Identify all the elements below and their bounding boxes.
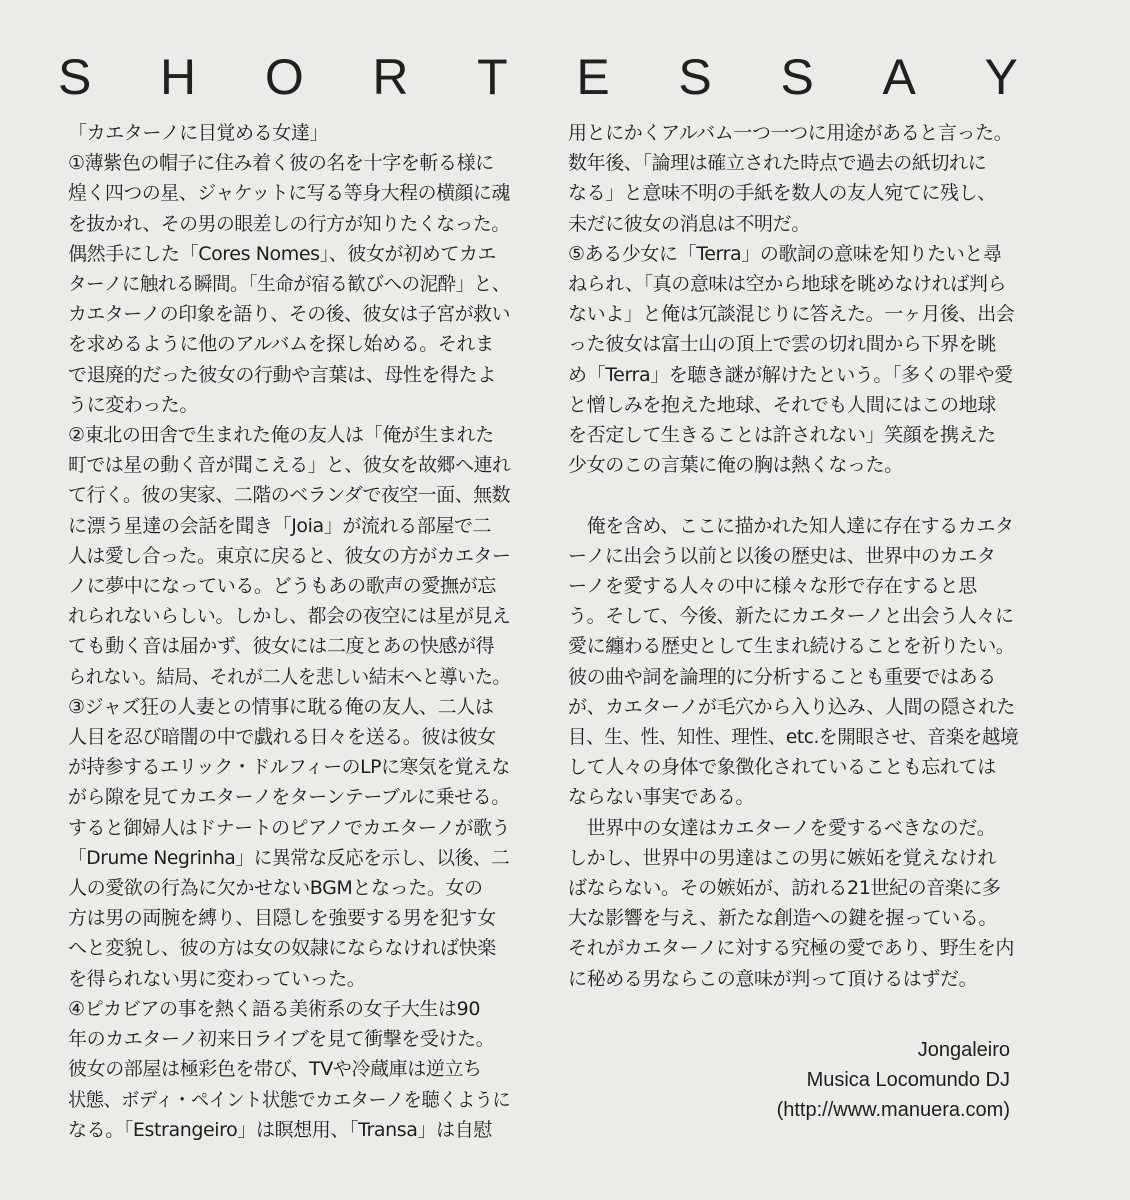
- text-line: 方は男の両腕を縛り、目隠しを強要する男を犯す女: [68, 907, 496, 930]
- text-line: ①薄紫色の帽子に住み着く彼の名を十字を斬る様に: [68, 152, 494, 175]
- text-line: ②東北の田舎で生まれた俺の友人は「俺が生まれた: [68, 424, 494, 447]
- text-line: なる」と意味不明の手紙を数人の友人宛てに残し、: [568, 182, 996, 205]
- signature-block: [777, 1035, 1010, 1125]
- title-letter: S: [58, 49, 92, 105]
- text-line: に秘める男ならこの意味が判って頂けるはずだ。: [568, 967, 978, 990]
- text-line: ノに夢中になっている。どうもあの歌声の愛撫が忘: [68, 575, 496, 598]
- text-line: に漂う星達の会話を聞き「Joia」が流れる部屋で二: [68, 514, 492, 537]
- text-line: それがカエターノに対する究極の愛であり、野生を内: [568, 937, 1015, 960]
- text-line: を否定して生きることは許されない」笑顔を携えた: [568, 424, 996, 447]
- text-line: 人は愛し合った。東京に戻ると、彼女の方がカエター: [68, 544, 511, 567]
- text-line: 少女のこの言葉に俺の胸は熱くなった。: [568, 454, 903, 477]
- text-line: 大な影響を与え、新たな創造への鍵を握っている。: [568, 907, 997, 930]
- text-line: 未だに彼女の消息は不明だ。: [568, 212, 810, 235]
- text-line: を求めるように他のアルバムを探し始める。それま: [68, 333, 494, 356]
- title-letter: S: [678, 49, 712, 105]
- text-line: 数年後、「論理は確立された時点で過去の紙切れに: [568, 152, 987, 175]
- essay-column-left: [68, 118, 510, 1145]
- text-line: め「Terra」を聴き謎が解けたという。「多くの罪や愛: [568, 363, 1013, 386]
- title-letter: R: [372, 49, 409, 105]
- text-line: で退廃的だった彼女の行動や言葉は、母性を得たよ: [68, 363, 496, 386]
- text-line: がら隙を見てカエターノをターンテーブルに乗せる。: [68, 786, 510, 809]
- text-line: 状態、ボディ・ペイント状態でカエターノを聴くように: [68, 1088, 511, 1111]
- text-line: 町では星の動く音が聞こえる」と、彼女を故郷へ連れ: [68, 454, 511, 477]
- text-line: すると御婦人はドナートのピアノでカエターノが歌う: [68, 816, 510, 839]
- text-line: して人々の身体で象徴化されていることも忘れては: [568, 756, 996, 779]
- text-line: を得られない男に変わっていった。: [68, 967, 366, 990]
- text-line: った彼女は富士山の頂上で雲の切れ間から下界を眺: [568, 333, 996, 356]
- text-line: 俺を含め、ここに描かれた知人達に存在するカエタ: [568, 514, 1014, 537]
- text-line: が持参するエリック・ドルフィーのLPに寒気を覚えな: [68, 756, 510, 779]
- text-line: 人の愛欲の行為に欠かせないBGMとなった。女の: [68, 877, 483, 900]
- text-line: ーノを愛する人々の中に様々な形で存在すると思: [568, 575, 977, 598]
- text-line: が、カエターノが毛穴から入り込み、人間の隠された: [568, 695, 1016, 718]
- signature-affiliation: Musica Locomundo DJ: [806, 1069, 1010, 1091]
- text-line: へと変貌し、彼の方は女の奴隷にならなければ快楽: [68, 937, 496, 960]
- title-letter: S: [780, 49, 814, 105]
- signature-name: Jongaleiro: [917, 1039, 1010, 1061]
- text-line: 彼の曲や詞を論理的に分析することも重要ではある: [568, 665, 996, 688]
- text-line: 用とにかくアルバム一つ一つに用途があると言った。: [568, 122, 1013, 144]
- text-line: ターノに触れる瞬間。「生命が宿る歓びへの泥酔」と、: [68, 273, 510, 296]
- text-line: ばならない。その嫉妬が、訪れる21世紀の音楽に多: [568, 877, 1001, 900]
- text-line: しかし、世界中の男達はこの男に嫉妬を覚えなけれ: [568, 846, 996, 869]
- text-line: ④ピカビアの事を熱く語る美術系の女子大生は90: [68, 997, 481, 1020]
- essay-title: [58, 49, 1018, 105]
- paragraph-gap: [568, 480, 1018, 510]
- text-line: 人目を忍び暗闇の中で戯れる日々を送る。彼は彼女: [68, 726, 496, 749]
- title-letter: Y: [984, 49, 1018, 105]
- text-line: を抜かれ、その男の眼差しの行方が知りたくなった。: [68, 212, 510, 235]
- text-line: 世界中の女達はカエターノを愛するべきなのだ。: [568, 816, 996, 839]
- text-line: カエターノの印象を語り、その後、彼女は子宮が救い: [68, 303, 511, 326]
- text-line: ても動く音は届かず、彼女には二度とあの快感が得: [68, 635, 495, 658]
- text-line: 愛に纏わる歴史として生まれ続けることを祈りたい。: [568, 635, 1015, 658]
- text-line: う。そして、今後、新たにカエターノと出会う人々に: [568, 605, 1014, 628]
- text-line: なる。「Estrangeiro」は瞑想用、「Transa」は自慰: [68, 1118, 492, 1141]
- text-line: 目、生、性、知性、理性、etc.を開眼させ、音楽を越境: [568, 726, 1019, 749]
- essay-column-right: [568, 118, 1018, 994]
- text-line: 彼女の部屋は極彩色を帯び、TVや冷蔵庫は逆立ち: [68, 1058, 482, 1081]
- text-line: ーノに出会う以前と以後の歴史は、世界中のカエタ: [568, 544, 996, 567]
- title-letter: T: [477, 49, 508, 105]
- text-line: ⑤ある少女に「Terra」の歌詞の意味を知りたいと尋: [568, 242, 1002, 265]
- text-line: られない。結局、それが二人を悲しい結末へと導いた。: [68, 665, 511, 688]
- text-line: 偶然手にした「Cores Nomes」、彼女が初めてカエ: [68, 242, 497, 265]
- text-line: 「カエターノに目覚める女達」: [68, 122, 329, 144]
- text-line: て行く。彼の実家、二階のベランダで夜空一面、無数: [68, 484, 511, 507]
- text-line: ③ジャズ狂の人妻との情事に耽る俺の友人、二人は: [68, 695, 494, 718]
- text-line: ならない事実である。: [568, 786, 755, 809]
- text-line: れられないらしい。しかし、都会の夜空には星が見え: [68, 605, 511, 628]
- text-line: うに変わった。: [68, 393, 199, 416]
- title-letter: E: [576, 49, 610, 105]
- text-line: 「Drume Negrinha」に異常な反応を示し、以後、二: [68, 846, 510, 869]
- text-line: と憎しみを抱えた地球、それでも人間にはこの地球: [568, 393, 996, 416]
- text-line: ねられ、「真の意味は空から地球を眺めなければ判ら: [568, 273, 1007, 296]
- text-line: ないよ」と俺は冗談混じりに答えた。一ヶ月後、出会: [568, 303, 1015, 326]
- text-line: 煌く四つの星、ジャケットに写る等身大程の横顔に魂: [68, 182, 510, 205]
- title-letter: H: [160, 49, 197, 105]
- title-letter: A: [882, 49, 916, 105]
- text-line: 年のカエターノ初来日ライブを見て衝撃を受けた。: [68, 1028, 495, 1051]
- signature-url: (http://www.manuera.com): [776, 1099, 1010, 1121]
- title-letter: O: [264, 49, 304, 105]
